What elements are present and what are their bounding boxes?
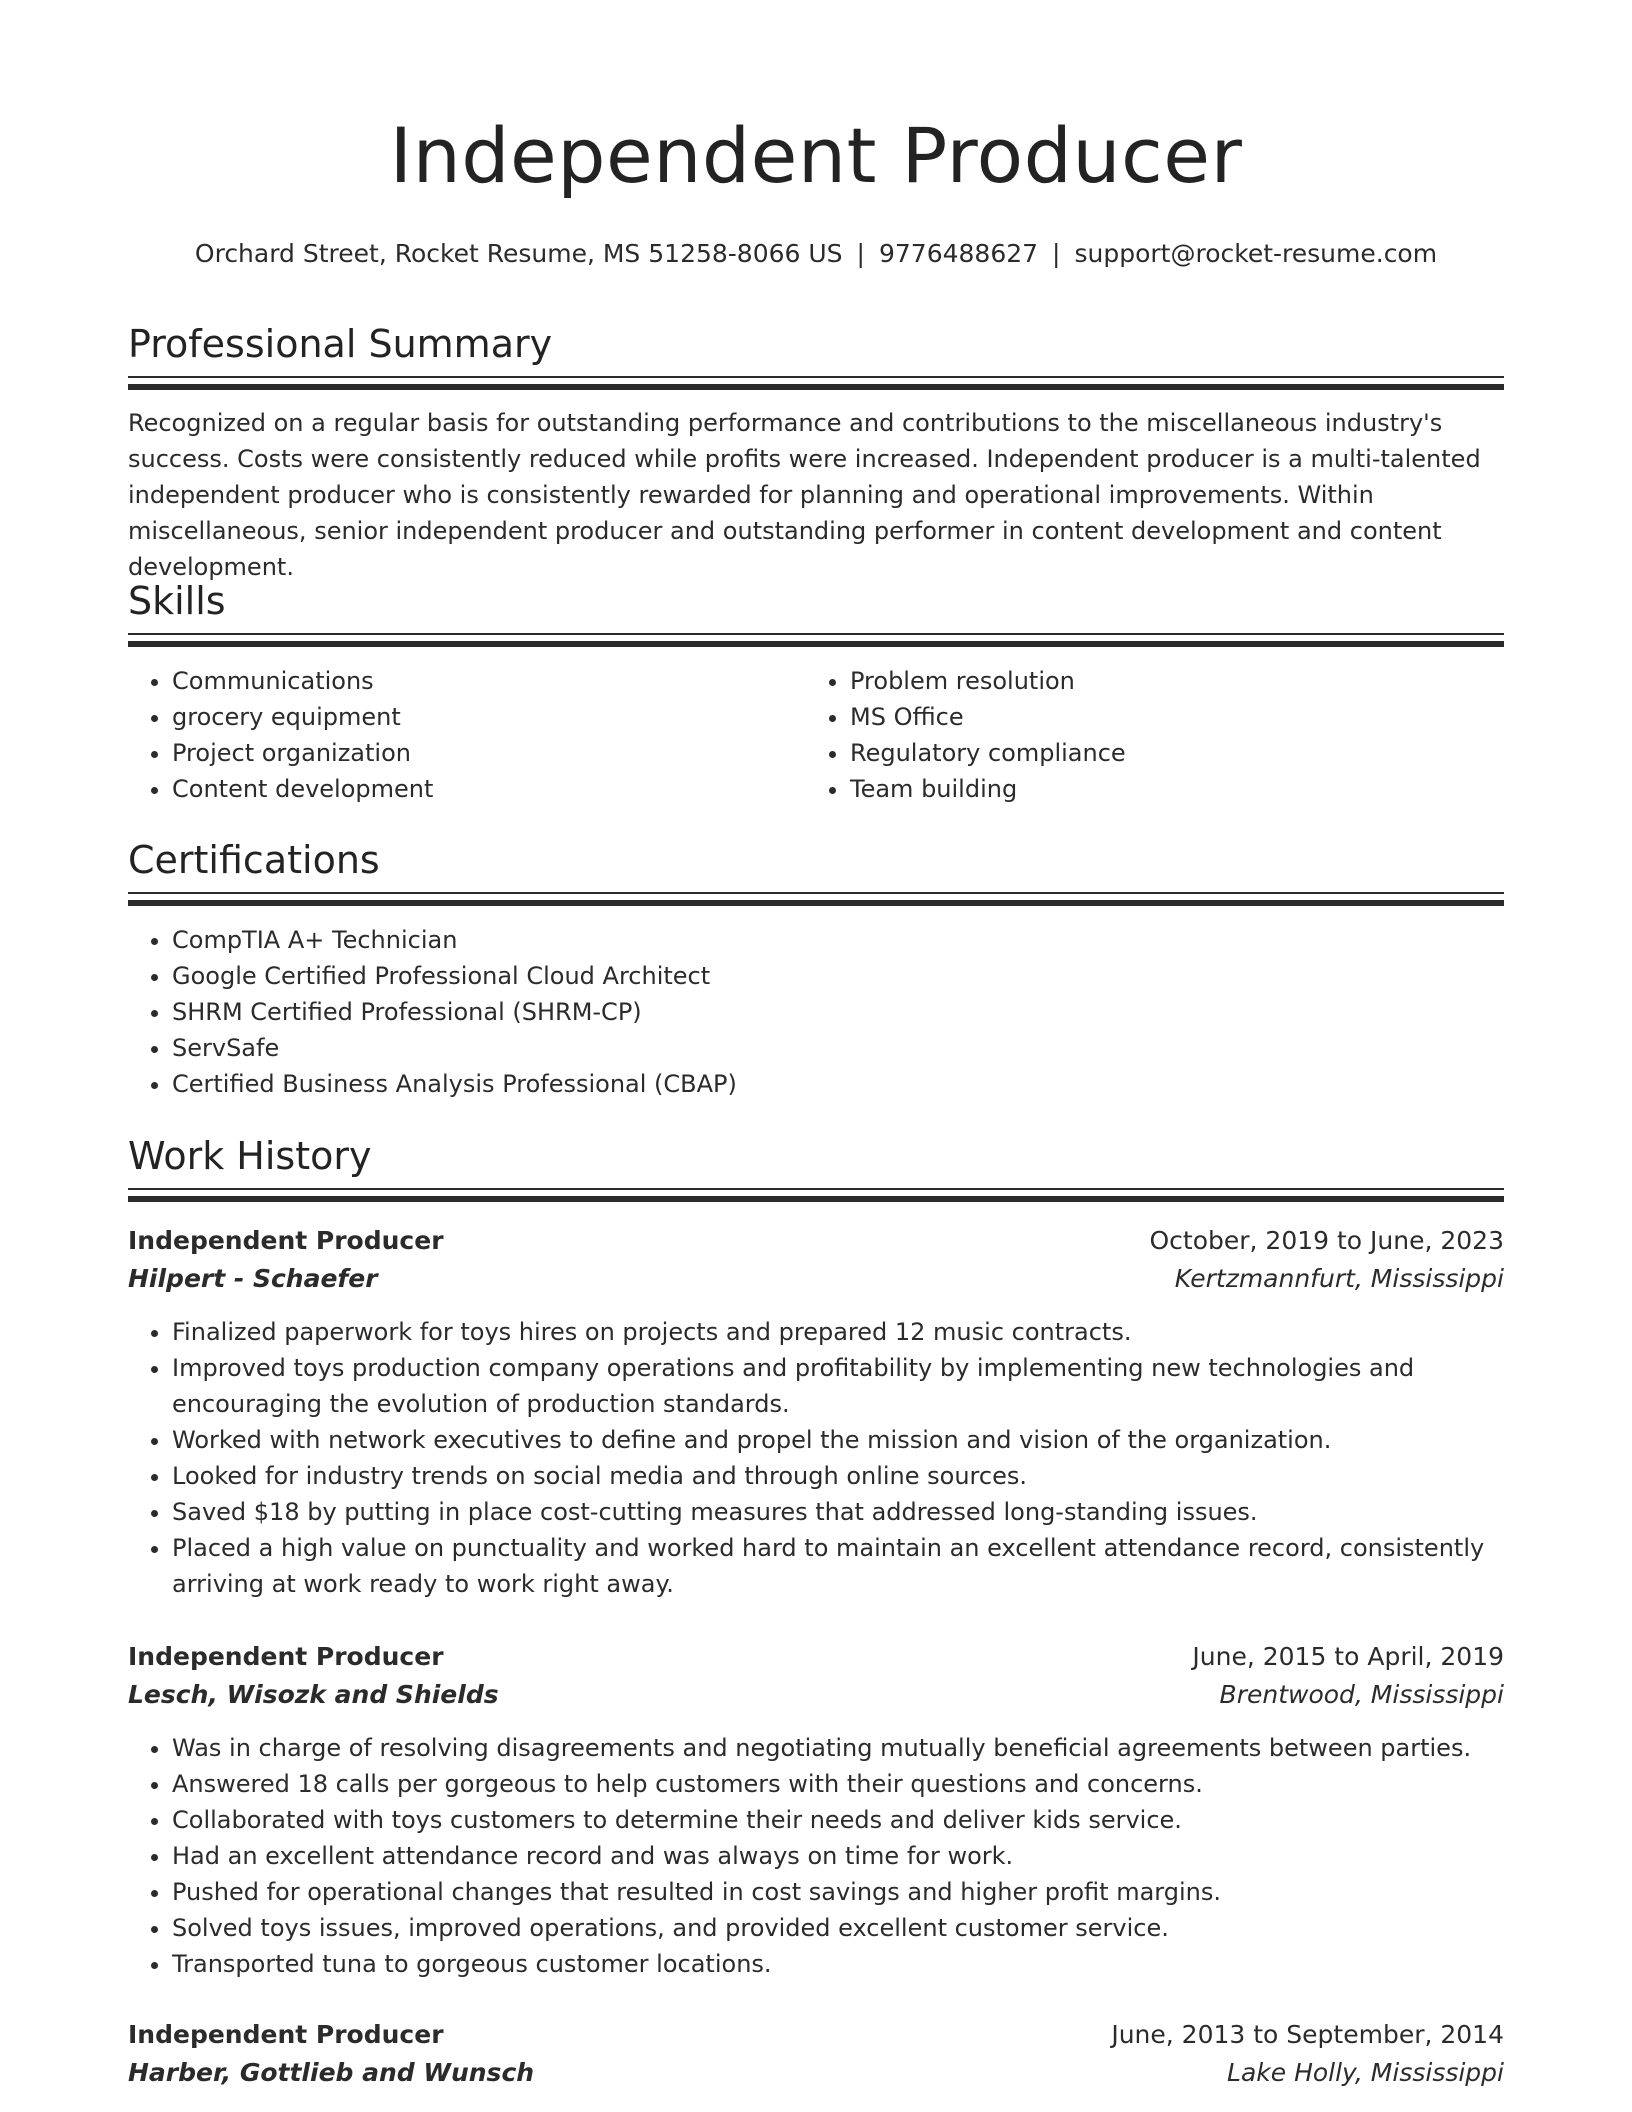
- certifications-heading: Certifications: [128, 838, 380, 882]
- work-heading: Work History: [128, 1134, 372, 1178]
- skill-item: • grocery equipment: [172, 699, 806, 735]
- certifications-section: [128, 838, 1504, 882]
- contact-separator: |: [1052, 239, 1061, 268]
- job-location: Lake Holly, Mississippi: [1227, 2058, 1504, 2087]
- work-section: [128, 1134, 1504, 1178]
- skill-item: • Regulatory compliance: [850, 735, 1484, 771]
- certification-item: • SHRM Certified Professional (SHRM-CP): [172, 994, 1504, 1030]
- job-entry: [128, 2016, 1504, 2092]
- job-dates: June, 2015 to April, 2019: [1192, 1642, 1504, 1671]
- skills-list: [128, 663, 1504, 807]
- skills-heading: Skills: [128, 579, 226, 623]
- candidate-name: Independent Producer: [389, 111, 1243, 200]
- job-dates: October, 2019 to June, 2023: [1149, 1226, 1504, 1255]
- job-bullet: • Had an excellent attendance record and was always on time for work.: [172, 1838, 1504, 1874]
- contact-separator: |: [856, 239, 865, 268]
- skill-item: • Content development: [172, 771, 806, 807]
- job-bullet: • Was in charge of resolving disagreements and negotiating mutually beneficial agreements between parties.: [172, 1730, 1504, 1766]
- skill-item: • Project organization: [172, 735, 806, 771]
- skill-item: • Problem resolution: [850, 663, 1484, 699]
- contact-phone: 9776488627: [878, 239, 1039, 268]
- certifications-list: [128, 922, 1504, 1102]
- skill-item: • MS Office: [850, 699, 1484, 735]
- job-bullet: • Finalized paperwork for toys hires on projects and prepared 12 music contracts.: [172, 1314, 1504, 1350]
- job-title: Independent Producer: [128, 1642, 444, 1671]
- summary-heading: Professional Summary: [128, 322, 553, 366]
- skills-column-left: [128, 663, 806, 807]
- certification-item: • CompTIA A+ Technician: [172, 922, 1504, 958]
- job-bullet: • Improved toys production company operations and profitability by implementing new technologies and encouraging the evolution of production standards.: [172, 1350, 1504, 1422]
- skill-item: • Communications: [172, 663, 806, 699]
- job-company: Lesch, Wisozk and Shields: [128, 1680, 499, 1709]
- contact-line: [128, 241, 1504, 266]
- certifications-divider: [128, 892, 1504, 906]
- job-bullet: • Saved $18 by putting in place cost-cutting measures that addressed long-standing issues.: [172, 1494, 1504, 1530]
- job-title: Independent Producer: [128, 2020, 444, 2049]
- summary-text: Recognized on a regular basis for outstanding performance and contributions to the miscellaneous industry's success. Costs were consistently reduced while profits were increased. Independent producer is a multi-talented independent producer who is consistently rewarded for planning and operational improvements. Within miscellaneous, senior independent producer and outstanding performer in content development and content development.: [128, 409, 1481, 581]
- contact-address: Orchard Street, Rocket Resume, MS 51258-8066 US: [194, 239, 843, 268]
- job-bullet: • Collaborated with toys customers to determine their needs and deliver kids service.: [172, 1802, 1504, 1838]
- job-bullet: • Solved toys issues, improved operations, and provided excellent customer service.: [172, 1910, 1504, 1946]
- job-location: Kertzmannfurt, Mississippi: [1174, 1264, 1504, 1293]
- job-bullet: • Looked for industry trends on social media and through online sources.: [172, 1458, 1504, 1494]
- job-dates: June, 2013 to September, 2014: [1111, 2020, 1504, 2049]
- summary-divider: [128, 376, 1504, 390]
- skill-item: • Team building: [850, 771, 1484, 807]
- skills-section: [128, 579, 1504, 623]
- job-bullet: • Worked with network executives to define and propel the mission and vision of the organization.: [172, 1422, 1504, 1458]
- certification-item: • ServSafe: [172, 1030, 1504, 1066]
- job-bullets: [128, 1730, 1504, 1982]
- job-bullet: • Pushed for operational changes that resulted in cost savings and higher profit margins.: [172, 1874, 1504, 1910]
- job-bullet: • Answered 18 calls per gorgeous to help customers with their questions and concerns.: [172, 1766, 1504, 1802]
- skills-column-right: [806, 663, 1484, 807]
- certification-item: • Google Certified Professional Cloud Architect: [172, 958, 1504, 994]
- certification-item: • Certified Business Analysis Professional (CBAP): [172, 1066, 1504, 1102]
- job-company: Hilpert - Schaefer: [128, 1264, 378, 1293]
- work-divider: [128, 1188, 1504, 1202]
- job-bullets: [128, 1314, 1504, 1602]
- job-bullet: • Placed a high value on punctuality and worked hard to maintain an excellent attendance record, consistently arriving at work ready to work right away.: [172, 1530, 1504, 1602]
- job-bullet: • Transported tuna to gorgeous customer locations.: [172, 1946, 1504, 1982]
- skills-divider: [128, 633, 1504, 647]
- job-entry: [128, 1222, 1504, 1602]
- summary-body: [128, 405, 1504, 585]
- summary-section: [128, 322, 1504, 366]
- contact-email[interactable]: support@rocket-resume.com: [1074, 239, 1438, 268]
- job-entry: [128, 1638, 1504, 1982]
- job-location: Brentwood, Mississippi: [1219, 1680, 1504, 1709]
- job-title: Independent Producer: [128, 1226, 444, 1255]
- job-company: Harber, Gottlieb and Wunsch: [128, 2058, 535, 2087]
